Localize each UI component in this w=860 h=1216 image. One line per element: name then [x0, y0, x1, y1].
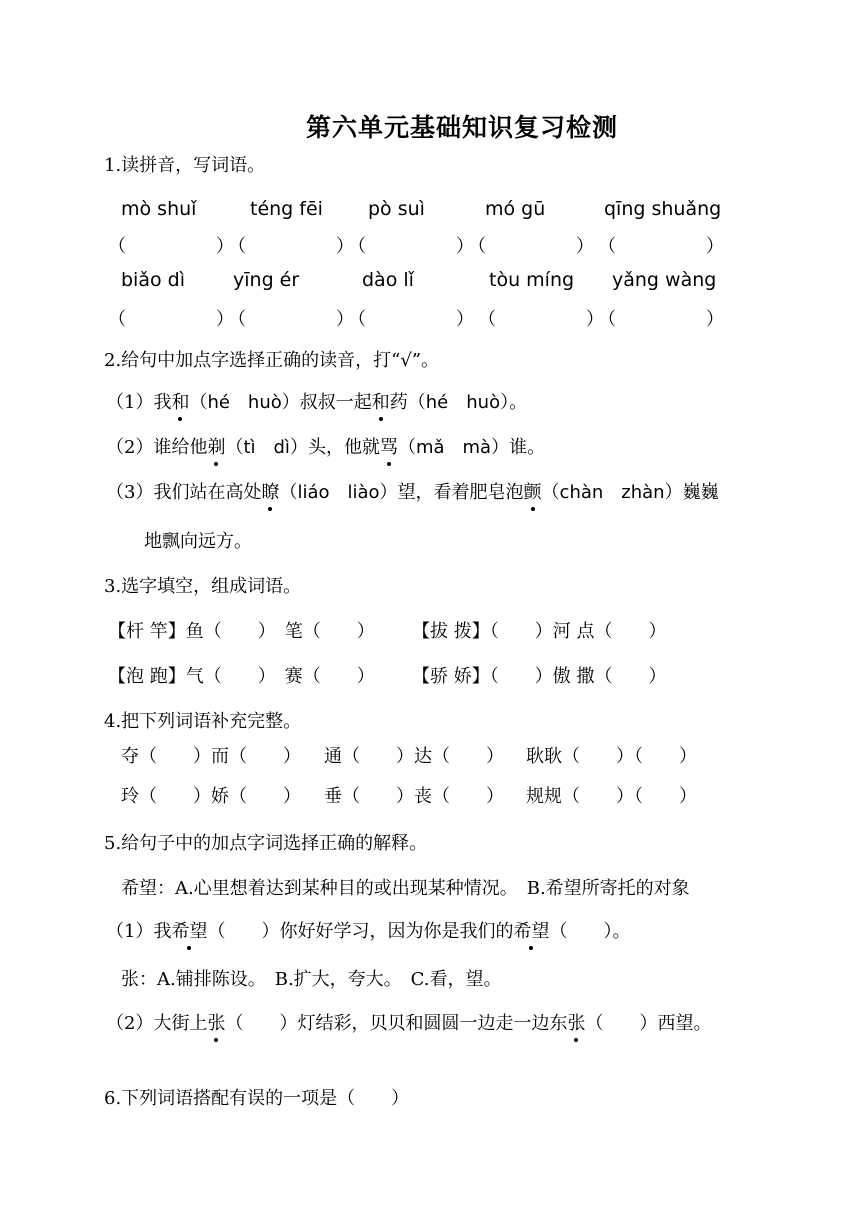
dotted-word: 希望: [513, 917, 549, 943]
q3-row-2b[interactable]: 【骄 娇】（ ）傲 撒（ ）: [412, 666, 667, 687]
reading-options[interactable]: hé huò: [207, 392, 282, 413]
q5-definition-2: 张：A.铺排陈设。 B.扩大，夸大。 C.看，望。: [121, 969, 502, 990]
pinyin-7: yīng ér: [233, 269, 300, 291]
pinyin-10: yǎng wàng: [612, 269, 717, 291]
q4-item[interactable]: 通（ ）达（ ）: [324, 746, 504, 767]
q4-item[interactable]: 玲（ ）娇（ ）: [121, 786, 301, 807]
q3-row-1b[interactable]: 【拔 拨】（ ）河 点（ ）: [412, 621, 667, 642]
pinyin-3: pò suì: [368, 198, 425, 220]
dotted-char: 和: [171, 388, 189, 414]
q3-heading: 3.选字填空，组成词语。: [104, 576, 302, 597]
q5-definition-1: 希望：A.心里想着达到某种目的或出现某种情况。 B.希望所寄托的对象: [121, 878, 690, 899]
answer-blank[interactable]: （ ）: [348, 309, 474, 330]
reading-options[interactable]: tì dì: [243, 437, 290, 458]
answer-blank[interactable]: （ ）: [598, 309, 724, 330]
q5-sentence-1[interactable]: （1）我希望（ ）你好好学习，因为你是我们的希望（ ）。: [106, 917, 630, 943]
dotted-char: 和: [372, 388, 390, 414]
pinyin-9: tòu míng: [489, 269, 575, 291]
reading-options[interactable]: liáo liào: [297, 482, 380, 503]
reading-options[interactable]: mǎ mà: [415, 437, 492, 458]
answer-blank[interactable]: （ ）: [478, 309, 604, 330]
dotted-char: 瞭: [261, 478, 279, 504]
dotted-char: 颤: [524, 478, 542, 504]
q6-heading[interactable]: 6.下列词语搭配有误的一项是（ ）: [104, 1088, 410, 1109]
page-title: 第六单元基础知识复习检测: [306, 113, 619, 142]
q5-sentence-2[interactable]: （2）大街上张（ ）灯结彩，贝贝和圆圆一边走一边东张（ ）西望。: [106, 1009, 711, 1035]
q4-heading: 4.把下列词语补充完整。: [104, 711, 302, 732]
q2-sentence-3: （3）我们站在高处瞭（liáo liào）望，看着肥皂泡颤（chàn zhàn）巍巍: [106, 478, 719, 504]
q5-heading: 5.给句子中的加点字词选择正确的解释。: [104, 833, 428, 854]
answer-blank[interactable]: （ ）: [228, 309, 354, 330]
answer-blank[interactable]: （ ）: [228, 236, 354, 257]
q3-row-2a[interactable]: 【泡 跑】气（ ） 赛（ ）: [108, 666, 375, 687]
pinyin-1: mò shuǐ: [121, 198, 197, 220]
answer-blank[interactable]: （ ）: [108, 236, 234, 257]
q2-sentence-1: （1）我和（hé huò）叔叔一起和药（hé huò）。: [106, 388, 527, 414]
q2-heading: 2.给句中加点字选择正确的读音，打“√”。: [104, 350, 440, 371]
dotted-word: 张: [567, 1009, 585, 1035]
dotted-word: 张: [207, 1009, 225, 1035]
q3-row-1a[interactable]: 【杆 竿】鱼（ ） 笔（ ）: [108, 621, 375, 642]
pinyin-4: mó gū: [485, 198, 546, 220]
pinyin-5: qīng shuǎng: [604, 198, 722, 220]
q2-sentence-3-cont: 地飘向远方。: [144, 531, 252, 552]
q2-sentence-2: （2）谁给他剃（tì dì）头，他就骂（mǎ mà）谁。: [106, 433, 545, 459]
answer-blank[interactable]: （ ）: [468, 236, 594, 257]
q4-item[interactable]: 夺（ ）而（ ）: [121, 746, 301, 767]
q4-item[interactable]: 规规（ ）（ ）: [526, 786, 697, 807]
answer-blank[interactable]: （ ）: [598, 236, 724, 257]
answer-blank[interactable]: （ ）: [348, 236, 474, 257]
dotted-char: 剃: [207, 433, 225, 459]
q4-item[interactable]: 垂（ ）丧（ ）: [324, 786, 504, 807]
pinyin-6: biǎo dì: [121, 269, 185, 291]
dotted-char: 骂: [380, 433, 398, 459]
pinyin-2: téng fēi: [250, 198, 323, 220]
pinyin-8: dào lǐ: [362, 269, 414, 291]
dotted-word: 希望: [171, 917, 207, 943]
reading-options[interactable]: chàn zhàn: [559, 482, 665, 503]
reading-options[interactable]: hé huò: [425, 392, 501, 413]
q4-item[interactable]: 耿耿（ ）（ ）: [526, 746, 697, 767]
answer-blank[interactable]: （ ）: [108, 309, 234, 330]
q1-heading: 1.读拼音，写词语。: [104, 155, 266, 176]
